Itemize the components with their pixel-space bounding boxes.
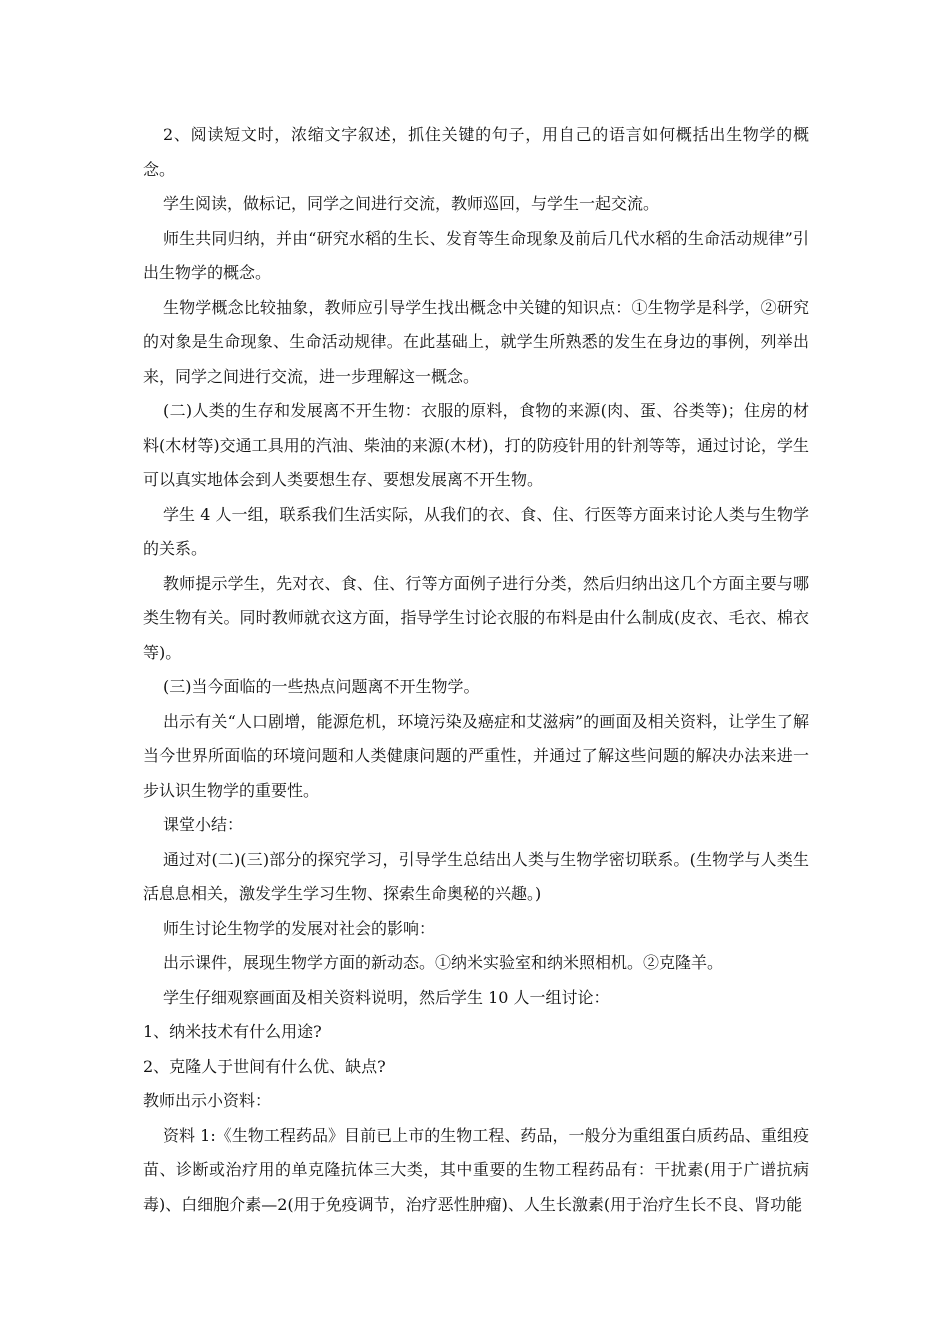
question-nanotech: 1、纳米技术有什么用途? bbox=[143, 1022, 322, 1041]
paragraph-teacher-prompt: 教师提示学生，先对衣、食、住、行等方面例子进行分类，然后归纳出这几个方面主要与哪类生物有关。同时教师就衣这方面，指导学生讨论衣服的布料是由什么制成(皮衣、毛衣、棉衣等)。 bbox=[143, 573, 809, 662]
paragraph-reading-question: 2、阅读短文时，浓缩文字叙述，抓住关键的句子，用自己的语言如何概括出生物学的概念。 bbox=[143, 125, 809, 179]
question-cloning: 2、克隆人于世间有什么优、缺点? bbox=[143, 1056, 386, 1076]
paragraph-social-impact: 师生讨论生物学的发展对社会的影响： bbox=[163, 918, 436, 938]
paragraph-hot-issues: 出示有关“人口剧增，能源危机，环境污染及癌症和艾滋病”的画面及相关资料，让学生了解当今世界所面临的环境问题和人类健康问题的严重性，并通过了解这些问题的解决办法来进一步认识生物学的重要性。 bbox=[143, 711, 809, 800]
paragraph-teacher-materials: 教师出示小资料： bbox=[143, 1091, 272, 1110]
paragraph-summary-content: 通过对(二)(三)部分的探究学习，引导学生总结出人类与生物学密切联系。(生物学与人类生活息息相关，激发学生学习生物、探索生命奥秘的兴趣。) bbox=[143, 849, 809, 903]
paragraph-section-two: (二)人类的生存和发展离不开生物：衣服的原料，食物的来源(肉、蛋、谷类等)；住房的材料(木材等)交通工具用的汽油、柴油的来源(木材)，打的防疫针用的针剂等等，通过讨论，学生可以真实地体会到人类要想生存、要想发展离不开生物。 bbox=[143, 401, 809, 489]
document-body bbox=[143, 118, 809, 1222]
paragraph-courseware: 出示课件，展现生物学方面的新动态。①纳米实验室和纳米照相机。②克隆羊。 bbox=[163, 953, 724, 972]
heading-class-summary: 课堂小结： bbox=[163, 815, 244, 834]
paragraph-concept-key-points: 生物学概念比较抽象，教师应引导学生找出概念中关键的知识点：①生物学是科学，②研究的对象是生命现象、生命活动规律。在此基础上，就学生所熟悉的发生在身边的事例，列举出来，同学之间进行交流，进一步理解这一概念。 bbox=[143, 297, 809, 386]
paragraph-section-three: (三)当今面临的一些热点问题离不开生物学。 bbox=[163, 677, 480, 696]
paragraph-group-observation: 学生仔细观察画面及相关资料说明，然后学生 10 人一组讨论： bbox=[163, 987, 610, 1007]
paragraph-biology-concept-summary: 师生共同归纳，并由“研究水稻的生长、发育等生命现象及前后几代水稻的生命活动规律”引出生物学的概念。 bbox=[143, 228, 809, 282]
paragraph-student-reading: 学生阅读，做标记，同学之间进行交流，教师巡回，与学生一起交流。 bbox=[163, 194, 660, 213]
paragraph-group-discussion: 学生 4 人一组，联系我们生活实际，从我们的衣、食、住、行医等方面来讨论人类与生物学的关系。 bbox=[143, 504, 809, 558]
paragraph-material-one: 资料 1:《生物工程药品》目前已上市的生物工程、药品，一般分为重组蛋白质药品、重组疫苗、诊断或治疗用的单克隆抗体三大类，其中重要的生物工程药品有：干扰素(用于广谱抗病毒)、白细胞介素—2(用于免疫调节，治疗恶性肿瘤)、人生长激素(用于治疗生长不良、肾功能 bbox=[143, 1125, 809, 1214]
